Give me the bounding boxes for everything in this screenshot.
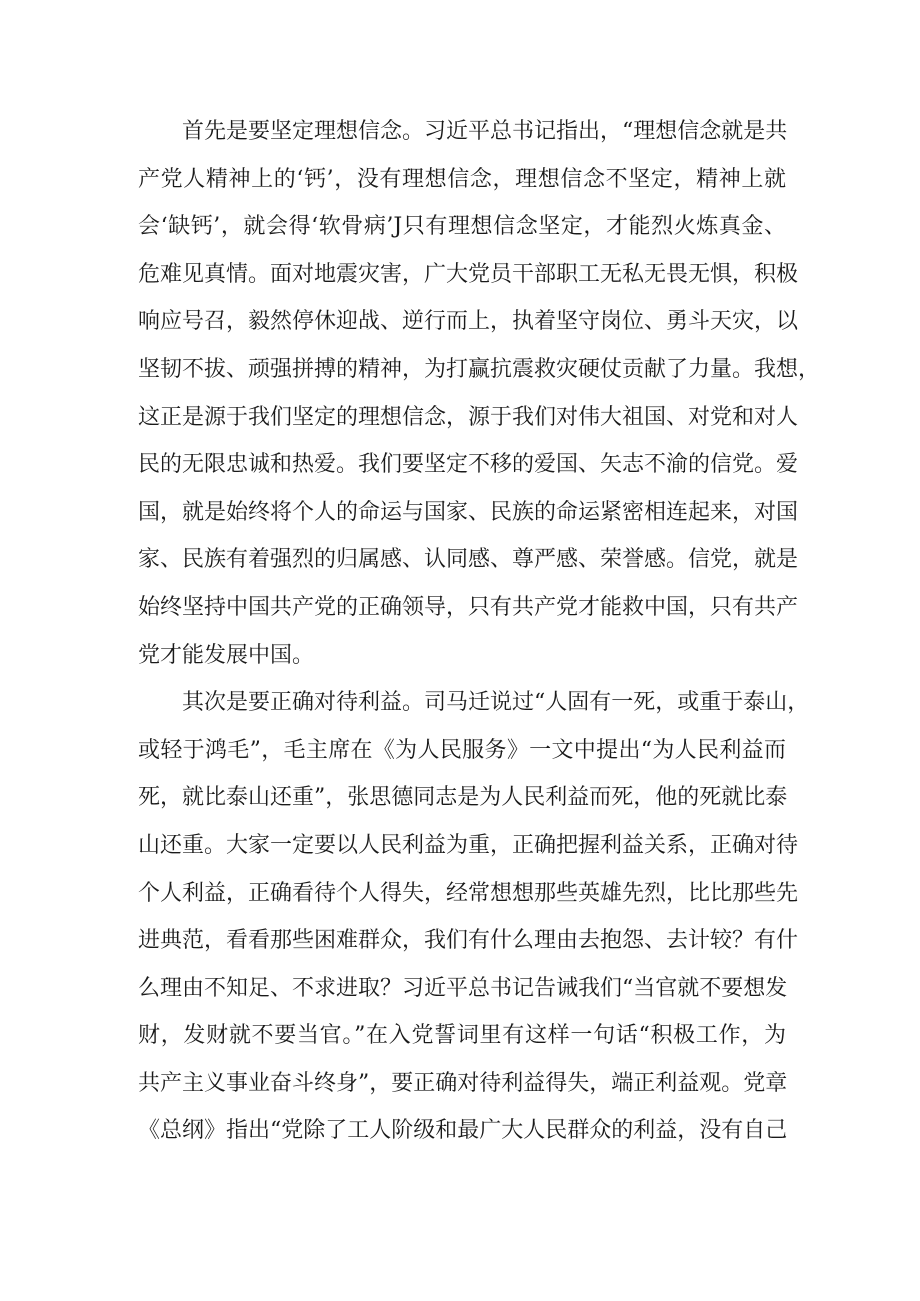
text-line: 这正是源于我们坚定的理想信念，源于我们对伟大祖国、对党和对人 [138,404,799,430]
text-line: 产党人精神上的‘钙’，没有理想信念，理想信念不坚定，精神上就 [138,166,786,192]
text-line: 山还重。大家一定要以人民利益为重，正确把握利益关系，正确对待 [138,832,799,858]
body-text [138,108,821,1155]
text-line: 始终坚持中国共产党的正确领导，只有共产党才能救中国，只有共产 [138,594,799,620]
text-line: 危难见真情。面对地震灾害，广大党员干部职工无私无畏无惧，积极 [138,261,799,287]
text-line: 个人利益，正确看待个人得失，经常想想那些英雄先烈，比比那些先 [138,880,799,906]
text-line: 《总纲》指出“党除了工人阶级和最广大人民群众的利益，没有自己 [138,1118,788,1144]
text-line: 响应号召，毅然停休迎战、逆行而上，执着坚守岗位、勇斗天灾，以 [138,309,799,335]
paragraph-ideals [138,108,821,679]
text-line: 进典范，看看那些困难群众，我们有什么理由去抱怨、去计较？有什 [138,928,799,954]
text-line: 么理由不知足、不求进取？习近平总书记告诫我们“当官就不要想发 [138,975,788,1001]
text-line: 或轻于鸿毛”，毛主席在《为人民服务》一文中提出“为人民利益而 [138,737,786,763]
text-line: 党才能发展中国。 [138,642,315,668]
text-line: 家、民族有着强烈的归属感、认同感、尊严感、荣誉感。信党，就是 [138,547,799,573]
text-line: 会‘缺钙’，就会得‘软骨病’J只有理想信念坚定，才能烈火炼真金、 [138,214,786,240]
text-line: 财，发财就不要当官。”在入党誓词里有这样一句话“积极工作，为 [138,1023,786,1049]
text-line: 国，就是始终将个人的命运与国家、民族的命运紧密相连起来，对国 [138,499,799,525]
text-line: 共产主义事业奋斗终身”，要正确对待利益得失，端正利益观。党章 [138,1070,788,1096]
text-line: 死，就比泰山还重”，张思德同志是为人民利益而死，他的死就比泰 [138,785,788,811]
text-line: 首先是要坚定理想信念。习近平总书记指出，“理想信念就是共 [182,119,788,144]
paragraph-interests [138,679,810,1155]
text-line: 民的无限忠诚和热爱。我们要坚定不移的爱国、矢志不渝的信党。爱 [138,452,799,478]
text-line: 其次是要正确对待利益。司马迁说过“人固有一死，或重于泰山， [182,690,810,716]
text-line: 坚韧不拔、顽强拼搏的精神，为打赢抗震救灾硬仗贡献了力量。我想， [138,356,821,382]
